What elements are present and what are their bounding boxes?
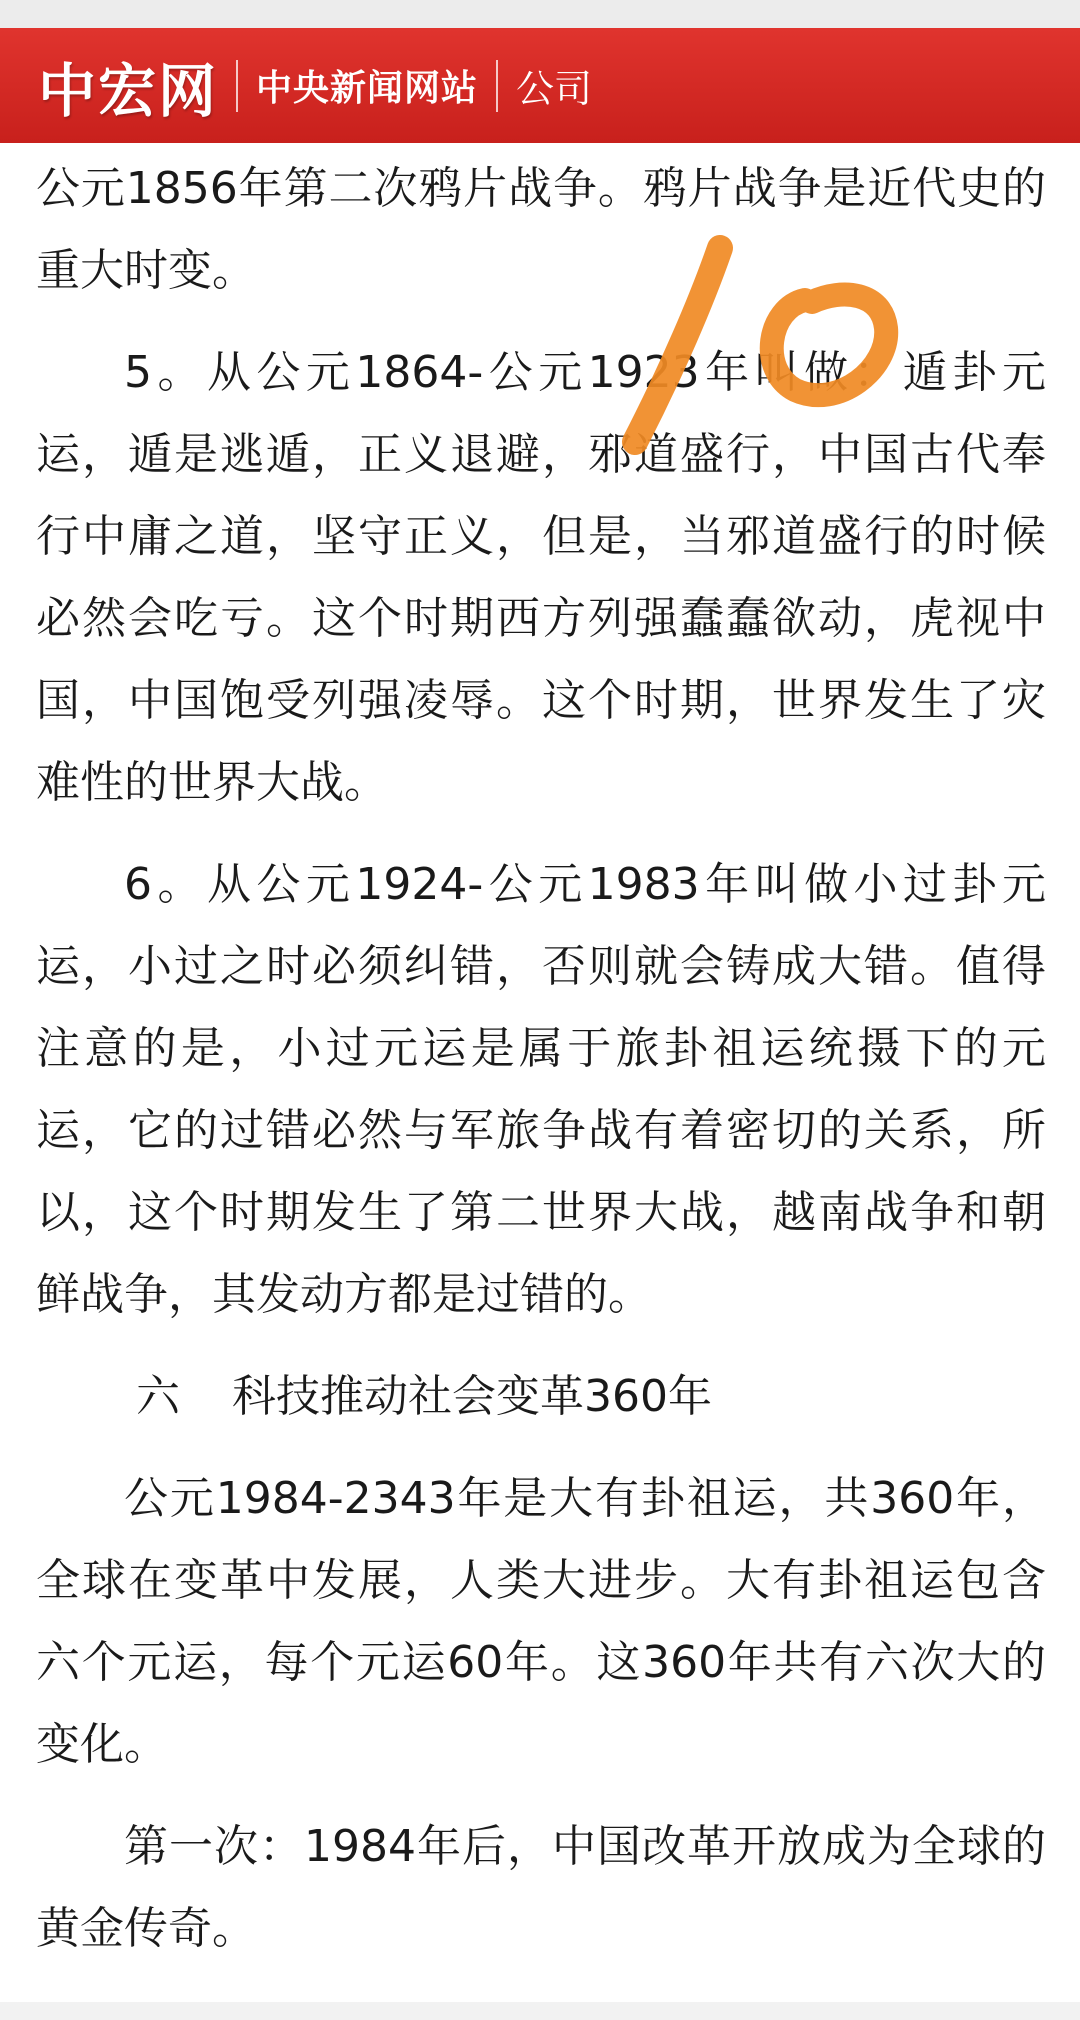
section-link[interactable]: 公司 xyxy=(516,67,593,111)
site-tagline: 中央新闻网站 xyxy=(256,68,479,109)
article-paragraph: 第一次：1984年后，中国改革开放成为全球的黄金传奇。 xyxy=(36,1821,1046,1954)
header-divider xyxy=(496,60,498,112)
site-logo[interactable]: 中宏网 xyxy=(38,56,219,125)
article-paragraph: 公元1856年第二次鸦片战争。鸦片战争是近代史的重大时变。 xyxy=(36,163,1046,296)
site-header xyxy=(0,28,1080,143)
section-heading-number: 六 xyxy=(136,1371,180,1422)
article-paragraph: 5。从公元1864-公元1923年叫做：遁卦元运，遁是逃遁，正义退避，邪道盛行，中国古代奉行中庸之道，坚守正义，但是，当邪道盛行的时候必然会吃亏。这个时期西方列强蠢蠢欲动，虎视中国，中国饱受列强凌辱。这个时期，世界发生了灾难性的世界大战。 xyxy=(36,347,1046,808)
status-bar-strip xyxy=(0,0,1080,28)
section-heading xyxy=(36,1356,1046,1438)
article-paragraph: 6。从公元1924-公元1983年叫做小过卦元运，小过之时必须纠错，否则就会铸成大错。值得注意的是，小过元运是属于旅卦祖运统摄下的元运，它的过错必然与军旅争战有着密切的关系，所以，这个时期发生了第二世界大战，越南战争和朝鲜战争，其发动方都是过错的。 xyxy=(36,859,1046,1320)
header-divider xyxy=(236,60,238,112)
bottom-strip xyxy=(0,2002,1080,2020)
article-paragraph: 公元1984-2343年是大有卦祖运，共360年，全球在变革中发展，人类大进步。大有卦祖运包含六个元运，每个元运60年。这360年共有六次大的变化。 xyxy=(36,1473,1046,1770)
section-heading-title: 科技推动社会变革360年 xyxy=(232,1371,712,1422)
article-body xyxy=(36,148,1046,1990)
